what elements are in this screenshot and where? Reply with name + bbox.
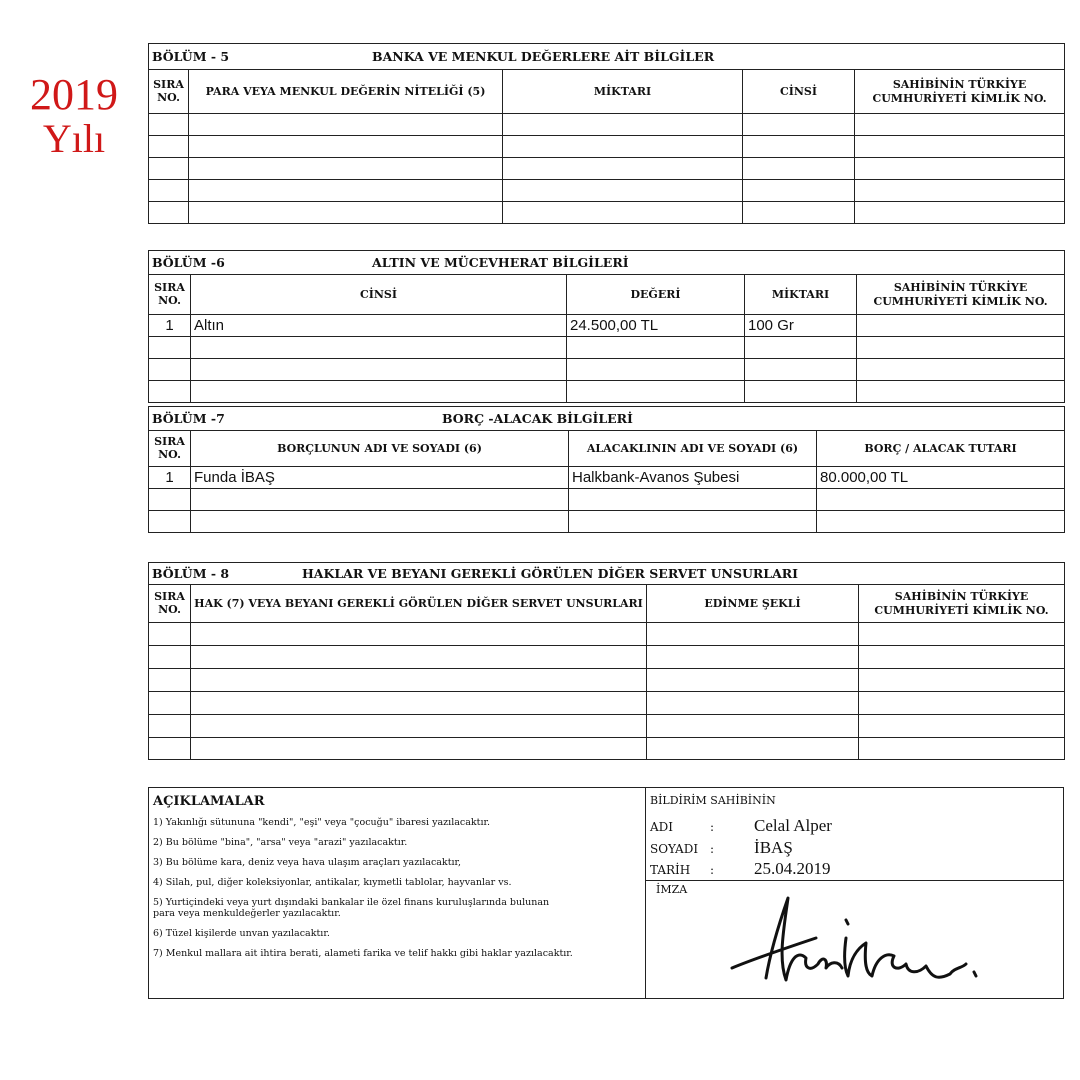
surname-value: İBAŞ (754, 838, 793, 857)
explanations-title: AÇIKLAMALAR (153, 794, 265, 809)
table-row (149, 315, 1065, 337)
sira-header: SIRA NO. (149, 70, 189, 114)
section-8-title: HAKLAR VE BEYANI GEREKLİ GÖRÜLEN DİĞER SERVET UNSURLARI (302, 566, 799, 581)
note-item: 1) Yakınlığı sütununa "kendi", "eşi" veya "çocuğu" ibaresi yazılacaktır. (153, 817, 491, 828)
declarant-title: BİLDİRİM SAHİBİNİN (650, 794, 776, 807)
table-row (149, 623, 1065, 646)
cell-borclu: Funda İBAŞ (191, 467, 569, 489)
sira-header: SIRA NO. (149, 275, 191, 315)
name-field: ADI : Celal Alper (650, 816, 832, 835)
col-header-hak: HAK (7) VEYA BEYANI GEREKLİ GÖRÜLEN DİĞER SERVET UNSURLARI (191, 585, 647, 623)
col-header-miktari: MİKTARI (745, 275, 857, 315)
surname-label: SOYADI (650, 842, 699, 856)
table-row (149, 158, 1065, 180)
cell-tutar: 80.000,00 TL (817, 467, 1065, 489)
section-5-code: BÖLÜM - 5 (152, 49, 230, 64)
col-header-degeri: DEĞERİ (567, 275, 745, 315)
col-header-kimlik: SAHİBİNİN TÜRKİYE CUMHURİYETİ KİMLİK NO. (857, 275, 1065, 315)
table-row (149, 738, 1065, 760)
handwritten-signature (726, 888, 1006, 993)
sira-header: SIRA NO. (149, 585, 191, 623)
declarant-panel (646, 788, 1063, 998)
table-row (149, 646, 1065, 669)
year-label (10, 72, 138, 160)
table-row (149, 136, 1065, 158)
col-header-kimlik: SAHİBİNİN TÜRKİYE CUMHURİYETİ KİMLİK NO. (855, 70, 1065, 114)
date-label: TARİH (650, 863, 691, 877)
col-header-edinme: EDİNME ŞEKLİ (647, 585, 859, 623)
table-row (149, 715, 1065, 738)
section-6-header (149, 251, 1065, 275)
note-item: 6) Tüzel kişilerde unvan yazılacaktır. (153, 928, 330, 940)
col-header-miktari: MİKTARI (503, 70, 743, 114)
name-label: ADI (650, 820, 674, 834)
cell-no: 1 (149, 467, 191, 489)
note-item: 2) Bu bölüme "bina", "arsa" veya "arazi" yazılacaktır. (153, 836, 408, 848)
section-7-table (148, 406, 1065, 533)
table-row (149, 467, 1065, 489)
section-5-table (148, 43, 1065, 224)
date-field: TARİH : 25.04.2019 (650, 859, 831, 878)
section-8-code: BÖLÜM - 8 (152, 566, 230, 581)
note-item: 3) Bu bölüme kara, deniz veya hava ulaşım araçları yazılacaktır, (153, 856, 462, 868)
section-6-code: BÖLÜM -6 (152, 255, 225, 270)
cell-alacakli: Halkbank-Avanos Şubesi (569, 467, 817, 489)
year-number: 2019 (30, 70, 118, 119)
table-row (149, 337, 1065, 359)
table-row (149, 489, 1065, 511)
table-row (149, 669, 1065, 692)
signature-label: İMZA (656, 883, 688, 896)
sira-header: SIRA NO. (149, 431, 191, 467)
note-item: 4) Silah, pul, diğer koleksiyonlar, antikalar, kıymetli tablolar, hayvanlar vs. (153, 876, 512, 888)
table-row (149, 202, 1065, 224)
col-header-borclu: BORÇLUNUN ADI VE SOYADI (6) (191, 431, 569, 467)
table-row (149, 180, 1065, 202)
cell-miktari: 100 Gr (745, 315, 857, 337)
explanations-panel (149, 788, 646, 998)
table-row (149, 114, 1065, 136)
section-7-header (149, 407, 1065, 431)
col-header-kimlik: SAHİBİNİN TÜRKİYE CUMHURİYETİ KİMLİK NO. (859, 585, 1065, 623)
col-header-nitelik: PARA VEYA MENKUL DEĞERİN NİTELİĞİ (5) (189, 70, 503, 114)
section-8-table (148, 562, 1065, 760)
footer-box (148, 787, 1064, 999)
table-row (149, 381, 1065, 403)
section-5-title: BANKA VE MENKUL DEĞERLERE AİT BİLGİLER (372, 49, 715, 64)
table-row (149, 692, 1065, 715)
col-header-cinsi: CİNSİ (191, 275, 567, 315)
section-6-table (148, 250, 1065, 403)
section-6-title: ALTIN VE MÜCEVHERAT BİLGİLERİ (372, 255, 629, 270)
section-7-title: BORÇ -ALACAK BİLGİLERİ (442, 411, 633, 426)
table-row (149, 359, 1065, 381)
cell-degeri: 24.500,00 TL (567, 315, 745, 337)
section-7-code: BÖLÜM -7 (152, 411, 225, 426)
col-header-tutar: BORÇ / ALACAK TUTARI (817, 431, 1065, 467)
section-8-header (149, 563, 1065, 585)
year-word: Yılı (42, 116, 106, 162)
col-header-cinsi: CİNSİ (743, 70, 855, 114)
surname-field: SOYADI : İBAŞ (650, 838, 793, 857)
note-item: 5) Yurtiçindeki veya yurt dışındaki bankalar ile özel finans kuruluşlarında bulunan para veya menkuldeğerler yazılacaktır. (153, 896, 550, 920)
cell-no: 1 (149, 315, 191, 337)
table-row (149, 511, 1065, 533)
section-5-header (149, 44, 1065, 70)
date-value: 25.04.2019 (754, 859, 831, 878)
name-value: Celal Alper (754, 816, 832, 835)
cell-cinsi: Altın (191, 315, 567, 337)
col-header-alacakli: ALACAKLININ ADI VE SOYADI (6) (569, 431, 817, 467)
cell-kimlik (857, 315, 1065, 337)
note-item: 7) Menkul mallara ait ihtira berati, alameti farika ve telif hakkı gibi haklar yazılacaktır. (153, 948, 573, 960)
